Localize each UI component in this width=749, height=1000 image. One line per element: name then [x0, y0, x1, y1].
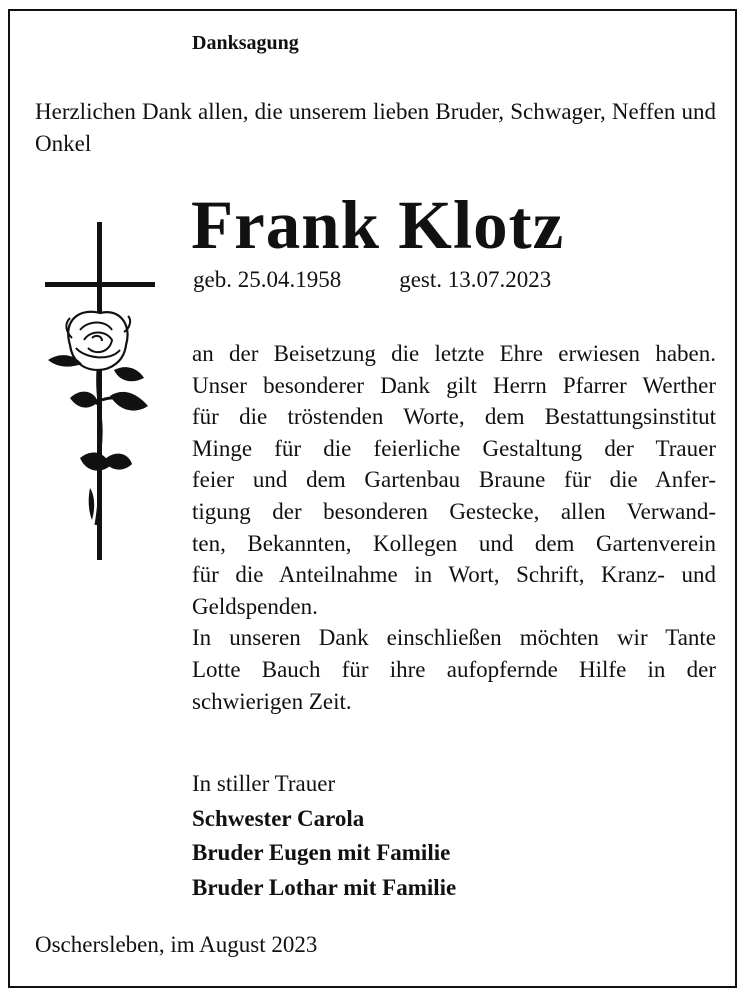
notice-heading: Danksagung [192, 32, 299, 54]
signature-intro: In stiller Trauer [192, 771, 336, 796]
body-line: ten, Bekannten, Kollegen und dem Gartenverein [192, 530, 716, 556]
birth-date: geb. 25.04.1958 [193, 267, 342, 292]
intro-text: Herzlichen Dank allen, die unserem lieben Bruder, Schwager, Neffen und Onkel [35, 99, 716, 156]
body-line: Lotte Bauch für ihre aufopfernde Hilfe in der [192, 656, 716, 682]
signature-name: Bruder Lothar mit Familie [192, 874, 457, 900]
body-line: an der Beisetzung die letzte Ehre erwiesen haben. [192, 341, 716, 366]
cross-with-rose-icon [40, 220, 160, 565]
body-line: Minge für die feierliche Gestaltung der Trauer [192, 435, 716, 461]
body-line: für die Anteilnahme in Wort, Schrift, Kranz- und [192, 562, 716, 588]
body-line: für die tröstenden Worte, dem Bestattungsinstitut [192, 404, 716, 430]
place-date: Oschersleben, im August 2023 [35, 932, 318, 957]
body-line: feier und dem Gartenbau Braune für die Anfer- [192, 467, 716, 493]
body-line: Geldspenden. [192, 593, 318, 619]
body-line: Unser besonderer Dank gilt Herrn Pfarrer Werther [192, 372, 716, 398]
signature-block [192, 767, 456, 905]
deceased-name: Frank Klotz [191, 187, 565, 263]
death-date: gest. 13.07.2023 [399, 267, 552, 292]
signature-name: Bruder Eugen mit Familie [192, 840, 451, 865]
body-line: schwierigen Zeit. [192, 688, 352, 714]
body-line: In unseren Dank einschließen möchten wir Tante [192, 625, 716, 651]
signature-name: Schwester Carola [192, 805, 365, 831]
life-dates [193, 267, 551, 293]
body-line: tigung der besonderen Gestecke, allen Verwand- [192, 498, 716, 524]
body-text [192, 338, 716, 717]
